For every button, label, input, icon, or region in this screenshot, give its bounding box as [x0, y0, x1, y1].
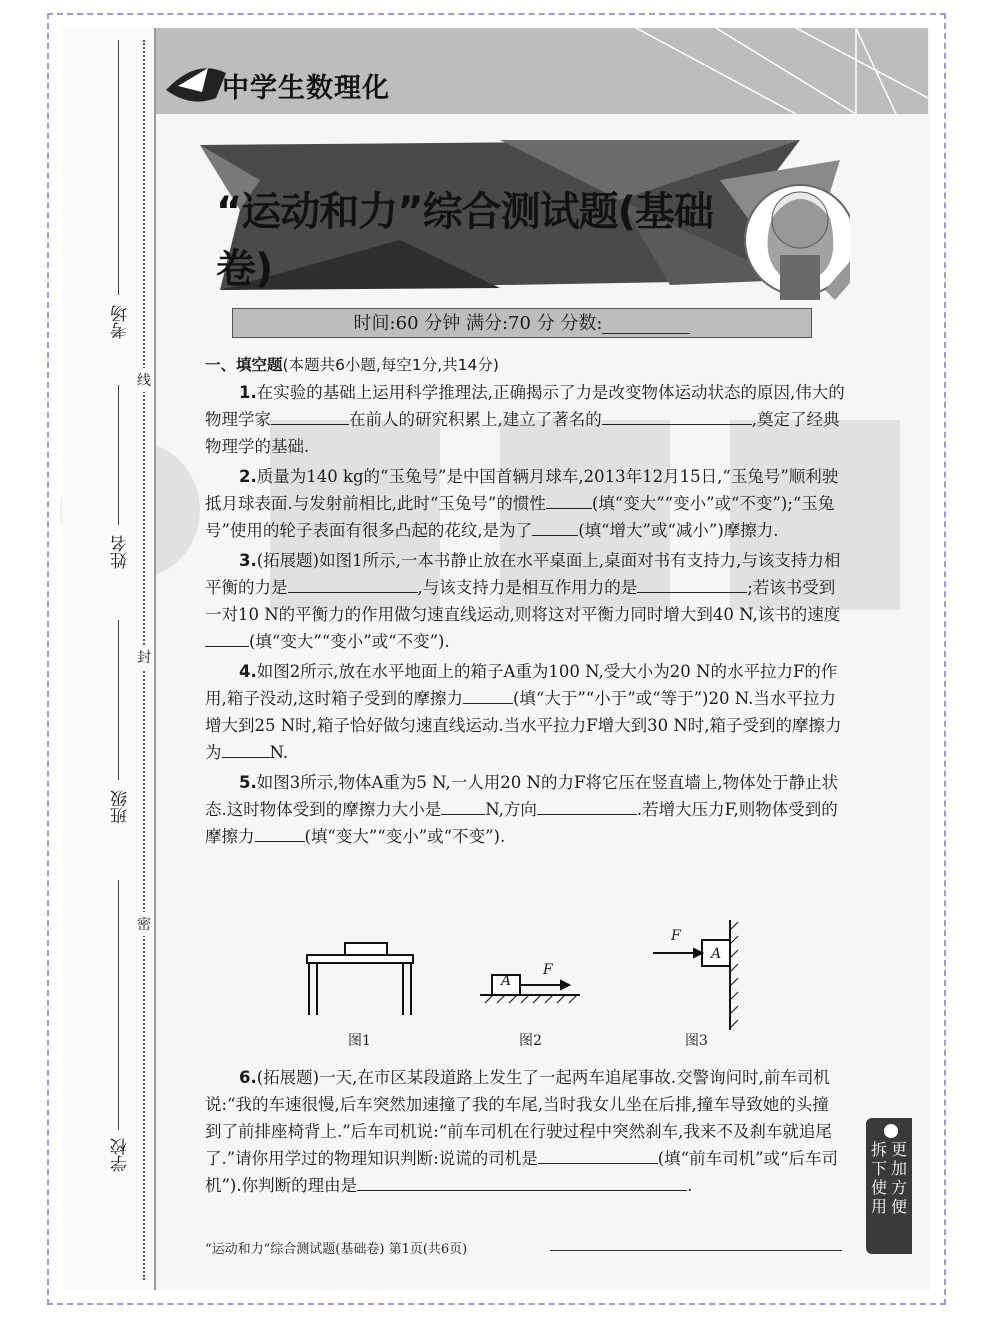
tab-arrow-icon: [884, 1124, 898, 1138]
fig1-caption: 图1: [348, 1033, 371, 1049]
score-blank[interactable]: [602, 315, 690, 334]
answer-blank[interactable]: [637, 574, 747, 593]
binding-fold-line: [154, 28, 156, 1290]
answer-blank[interactable]: [205, 628, 249, 647]
fig3-box-wall: [653, 920, 730, 1030]
question-5: 5.如图3所示,物体A重为5 N,一人用20 N的力F将它压在竖直墙上,物体处于静止状态.这时物体受到的摩擦力大小是 N,方向 .若增大压力F,则物体受到的摩擦力 (填“变大”“变小”或“不变”).: [205, 773, 839, 846]
question-6: 6.(拓展题)一天,在市区某段道路上发生了一起两车追尾事故.交警询问时,前车司机说:“我的车速很慢,后车突然加速撞了我的车尾,当时我女儿坐在后排,撞车导致她的头撞到了前排座椅背上.”后车司机说:“前车司机在行驶过程中突然刹车,我来不及刹车就追尾了.”请你用学过的物理知识判断:说谎的司机是 (填“前车司机”或“后车司机”).你判断的理由是 .: [205, 1068, 838, 1195]
answer-blank[interactable]: [602, 406, 752, 425]
seal-mark-xian: 线: [137, 368, 151, 392]
class-label: 班级: [111, 790, 131, 824]
answer-blank[interactable]: [546, 490, 592, 509]
fig3-caption: 图3: [685, 1033, 708, 1049]
fig2-label-f: F: [543, 962, 553, 978]
question-1: 1.在实验的基础上运用科学推理法,正确揭示了力是改变物体运动状态的原因,伟大的物理学家 在前人的研究积累上,建立了著名的 ,奠定了经典物理学的基础.: [205, 383, 845, 456]
answer-blank[interactable]: [538, 1145, 658, 1164]
answer-blank[interactable]: [537, 796, 637, 815]
answer-blank[interactable]: [357, 1172, 687, 1191]
tear-off-tab: [866, 1118, 912, 1254]
exam-room-label: 考场: [111, 305, 131, 339]
tab-text-1: 拆下使用: [870, 1140, 887, 1216]
answer-blank[interactable]: [463, 685, 513, 704]
fig2-label-a: A: [501, 973, 512, 989]
answer-blank[interactable]: [255, 823, 305, 842]
answer-blank[interactable]: [222, 739, 270, 758]
fig2-caption: 图2: [519, 1033, 542, 1049]
question-2: 2.质量为140 kg的“玉兔号”是中国首辆月球车,2013年12月15日,“玉兔号”顺利驶抵月球表面.与发射前相比,此时“玉兔号”的惯性 (填“变大”“变小”或“不变”);“玉兔号”使用的轮子表面有很多凸起的花纹,是为了 (填“增大”或“减小”)摩擦力.: [205, 467, 839, 540]
fig3-label-f: F: [671, 928, 681, 944]
answer-blank[interactable]: [532, 517, 578, 536]
seal-mark-mi: 密: [137, 912, 151, 936]
seal-mark-feng: 封: [137, 645, 151, 669]
physics-diagrams: [205, 915, 845, 1035]
name-label: 姓名: [111, 535, 131, 569]
answer-blank[interactable]: [288, 574, 418, 593]
section-heading: [205, 352, 845, 379]
tab-text-2: 更加方便: [890, 1140, 907, 1216]
page-title: “运动和力”综合测试题(基础卷): [216, 189, 713, 292]
question-content: [205, 352, 845, 853]
answer-blank[interactable]: [441, 796, 485, 815]
header-band: [156, 28, 928, 114]
name-blank: [118, 385, 119, 525]
fig1-table-book: [307, 943, 413, 1015]
page-footer: “运动和力”综合测试题(基础卷) 第1页(共6页): [205, 1242, 468, 1257]
fig3-label-a: A: [711, 946, 722, 962]
exam-info-text: 时间:60 分钟 满分:70 分 分数:: [353, 313, 603, 334]
figures-area: [205, 915, 845, 1055]
class-blank: [118, 620, 119, 780]
footer-rule: [550, 1250, 842, 1251]
question-3: 3.(拓展题)如图1所示,一本书静止放在水平桌面上,桌面对书有支持力,与该支持力相平衡的力是 ,与该支持力是相互作用力的是 ;若该书受到一对10 N的平衡力的作用做匀速直线运动,则将这对平衡力同时增大到40 N,该书的速度(填“变大”“变小”或“不变”).: [205, 551, 841, 651]
brand-name: 中学生数理化: [222, 73, 390, 104]
question-4: 4.如图2所示,放在水平地面上的箱子A重为100 N,受大小为20 N的水平拉力F的作用,箱子没动,这时箱子受到的摩擦力 (填“大于”“小于”或“等于”)20 N.当水平拉力增大到25 N时,箱子恰好做匀速直线运动.当水平拉力F增大到30 N时,箱子受到的摩擦力为 N.: [205, 662, 842, 762]
exam-room-blank: [118, 40, 119, 295]
school-label: 学校: [111, 1138, 131, 1172]
section-note: (本题共6小题,每空1分,共14分): [282, 356, 499, 374]
question-content-2: [205, 1064, 845, 1202]
fig2-box-pull: [480, 975, 580, 995]
exam-info-bar: [232, 308, 812, 338]
school-blank: [118, 880, 119, 1130]
answer-blank[interactable]: [271, 406, 349, 425]
section-title: 一、填空题: [205, 356, 283, 374]
